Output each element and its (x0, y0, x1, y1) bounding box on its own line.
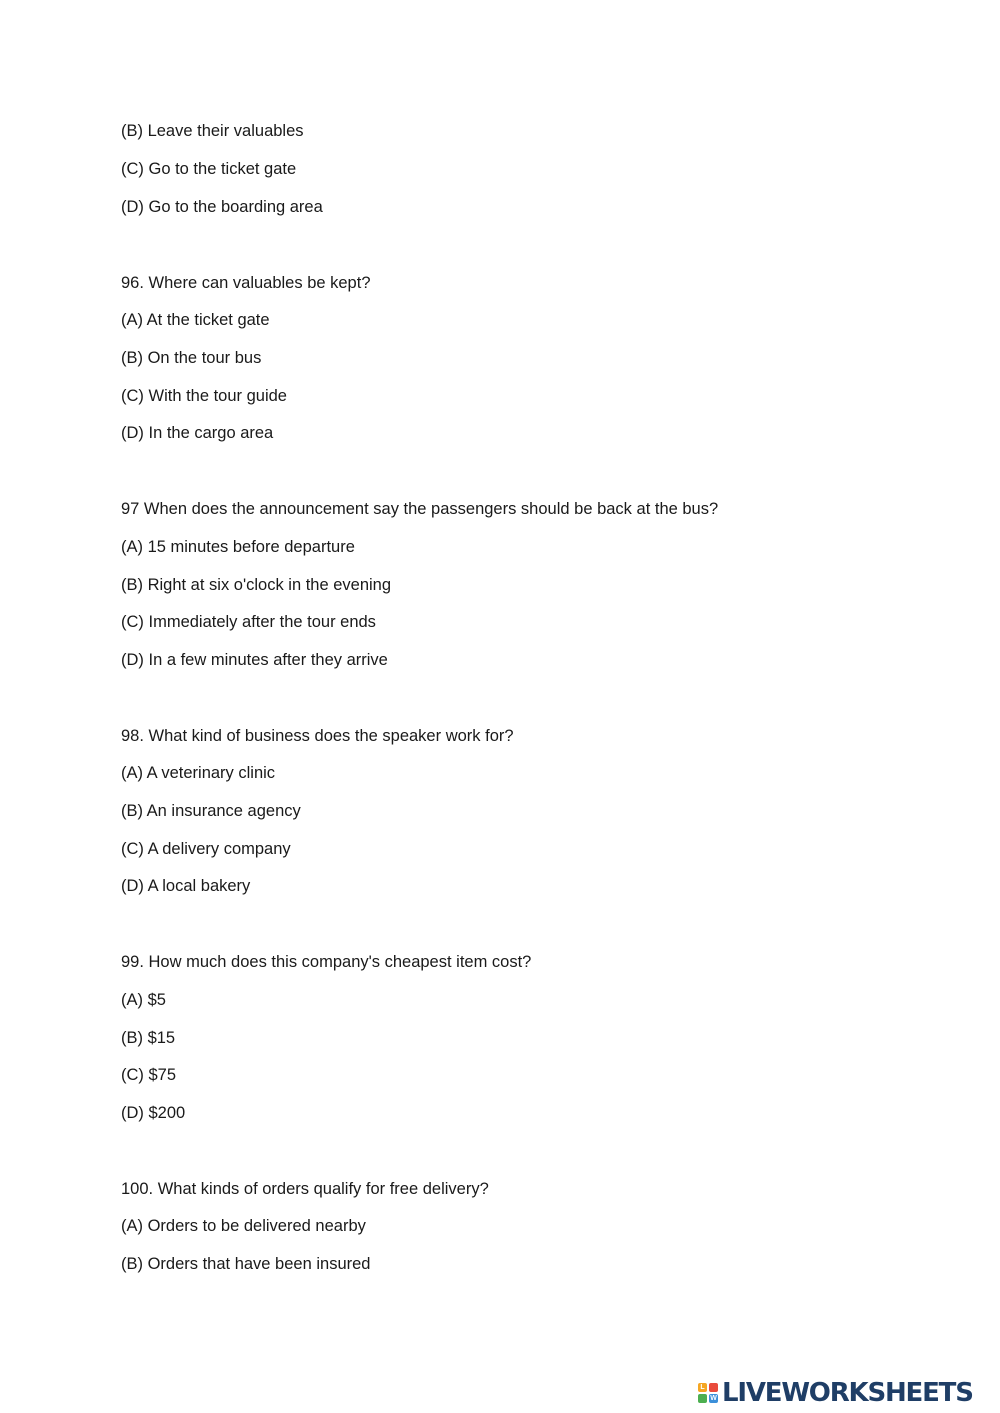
option-d-q96: (D) In the cargo area (121, 424, 274, 442)
question-100: 100. What kinds of orders qualify for free delivery? (121, 1180, 489, 1198)
brand-name: LIVEWORKSHEETS (722, 1378, 973, 1408)
option-d-q97: (D) In a few minutes after they arrive (121, 651, 388, 669)
question-97: 97 When does the announcement say the passengers should be back at the bus? (121, 500, 719, 518)
option-a-q96: (A) At the ticket gate (121, 311, 270, 329)
option-b-q95: (B) Leave their valuables (121, 122, 304, 140)
option-a-q98: (A) A veterinary clinic (121, 764, 276, 782)
option-c-q96: (C) With the tour guide (121, 387, 287, 405)
option-c-q95: (C) Go to the ticket gate (121, 160, 297, 178)
option-d-q98: (D) A local bakery (121, 877, 251, 895)
option-b-q98: (B) An insurance agency (121, 802, 301, 820)
option-a-q97: (A) 15 minutes before departure (121, 538, 355, 556)
option-c-q98: (C) A delivery company (121, 840, 291, 858)
option-b-q100: (B) Orders that have been insured (121, 1255, 371, 1273)
logo-square-l: L (698, 1383, 707, 1392)
option-d-q99: (D) $200 (121, 1104, 186, 1122)
option-a-q100: (A) Orders to be delivered nearby (121, 1217, 366, 1235)
question-98: 98. What kind of business does the speaker work for? (121, 727, 514, 745)
logo-square-w: W (710, 1395, 717, 1402)
option-c-q99: (C) $75 (121, 1066, 177, 1084)
option-a-q99: (A) $5 (121, 991, 166, 1009)
question-96: 96. Where can valuables be kept? (121, 274, 371, 292)
question-99: 99. How much does this company's cheapest item cost? (121, 953, 532, 971)
option-b-q96: (B) On the tour bus (121, 349, 262, 367)
option-b-q99: (B) $15 (121, 1029, 176, 1047)
logo-square-green (698, 1394, 707, 1403)
option-b-q97: (B) Right at six o'clock in the evening (121, 576, 392, 594)
logo-square-red (709, 1383, 718, 1392)
option-d-q95: (D) Go to the boarding area (121, 198, 323, 216)
logo-icon (698, 1383, 718, 1403)
liveworksheets-logo[interactable] (698, 1378, 973, 1408)
option-c-q97: (C) Immediately after the tour ends (121, 613, 376, 631)
